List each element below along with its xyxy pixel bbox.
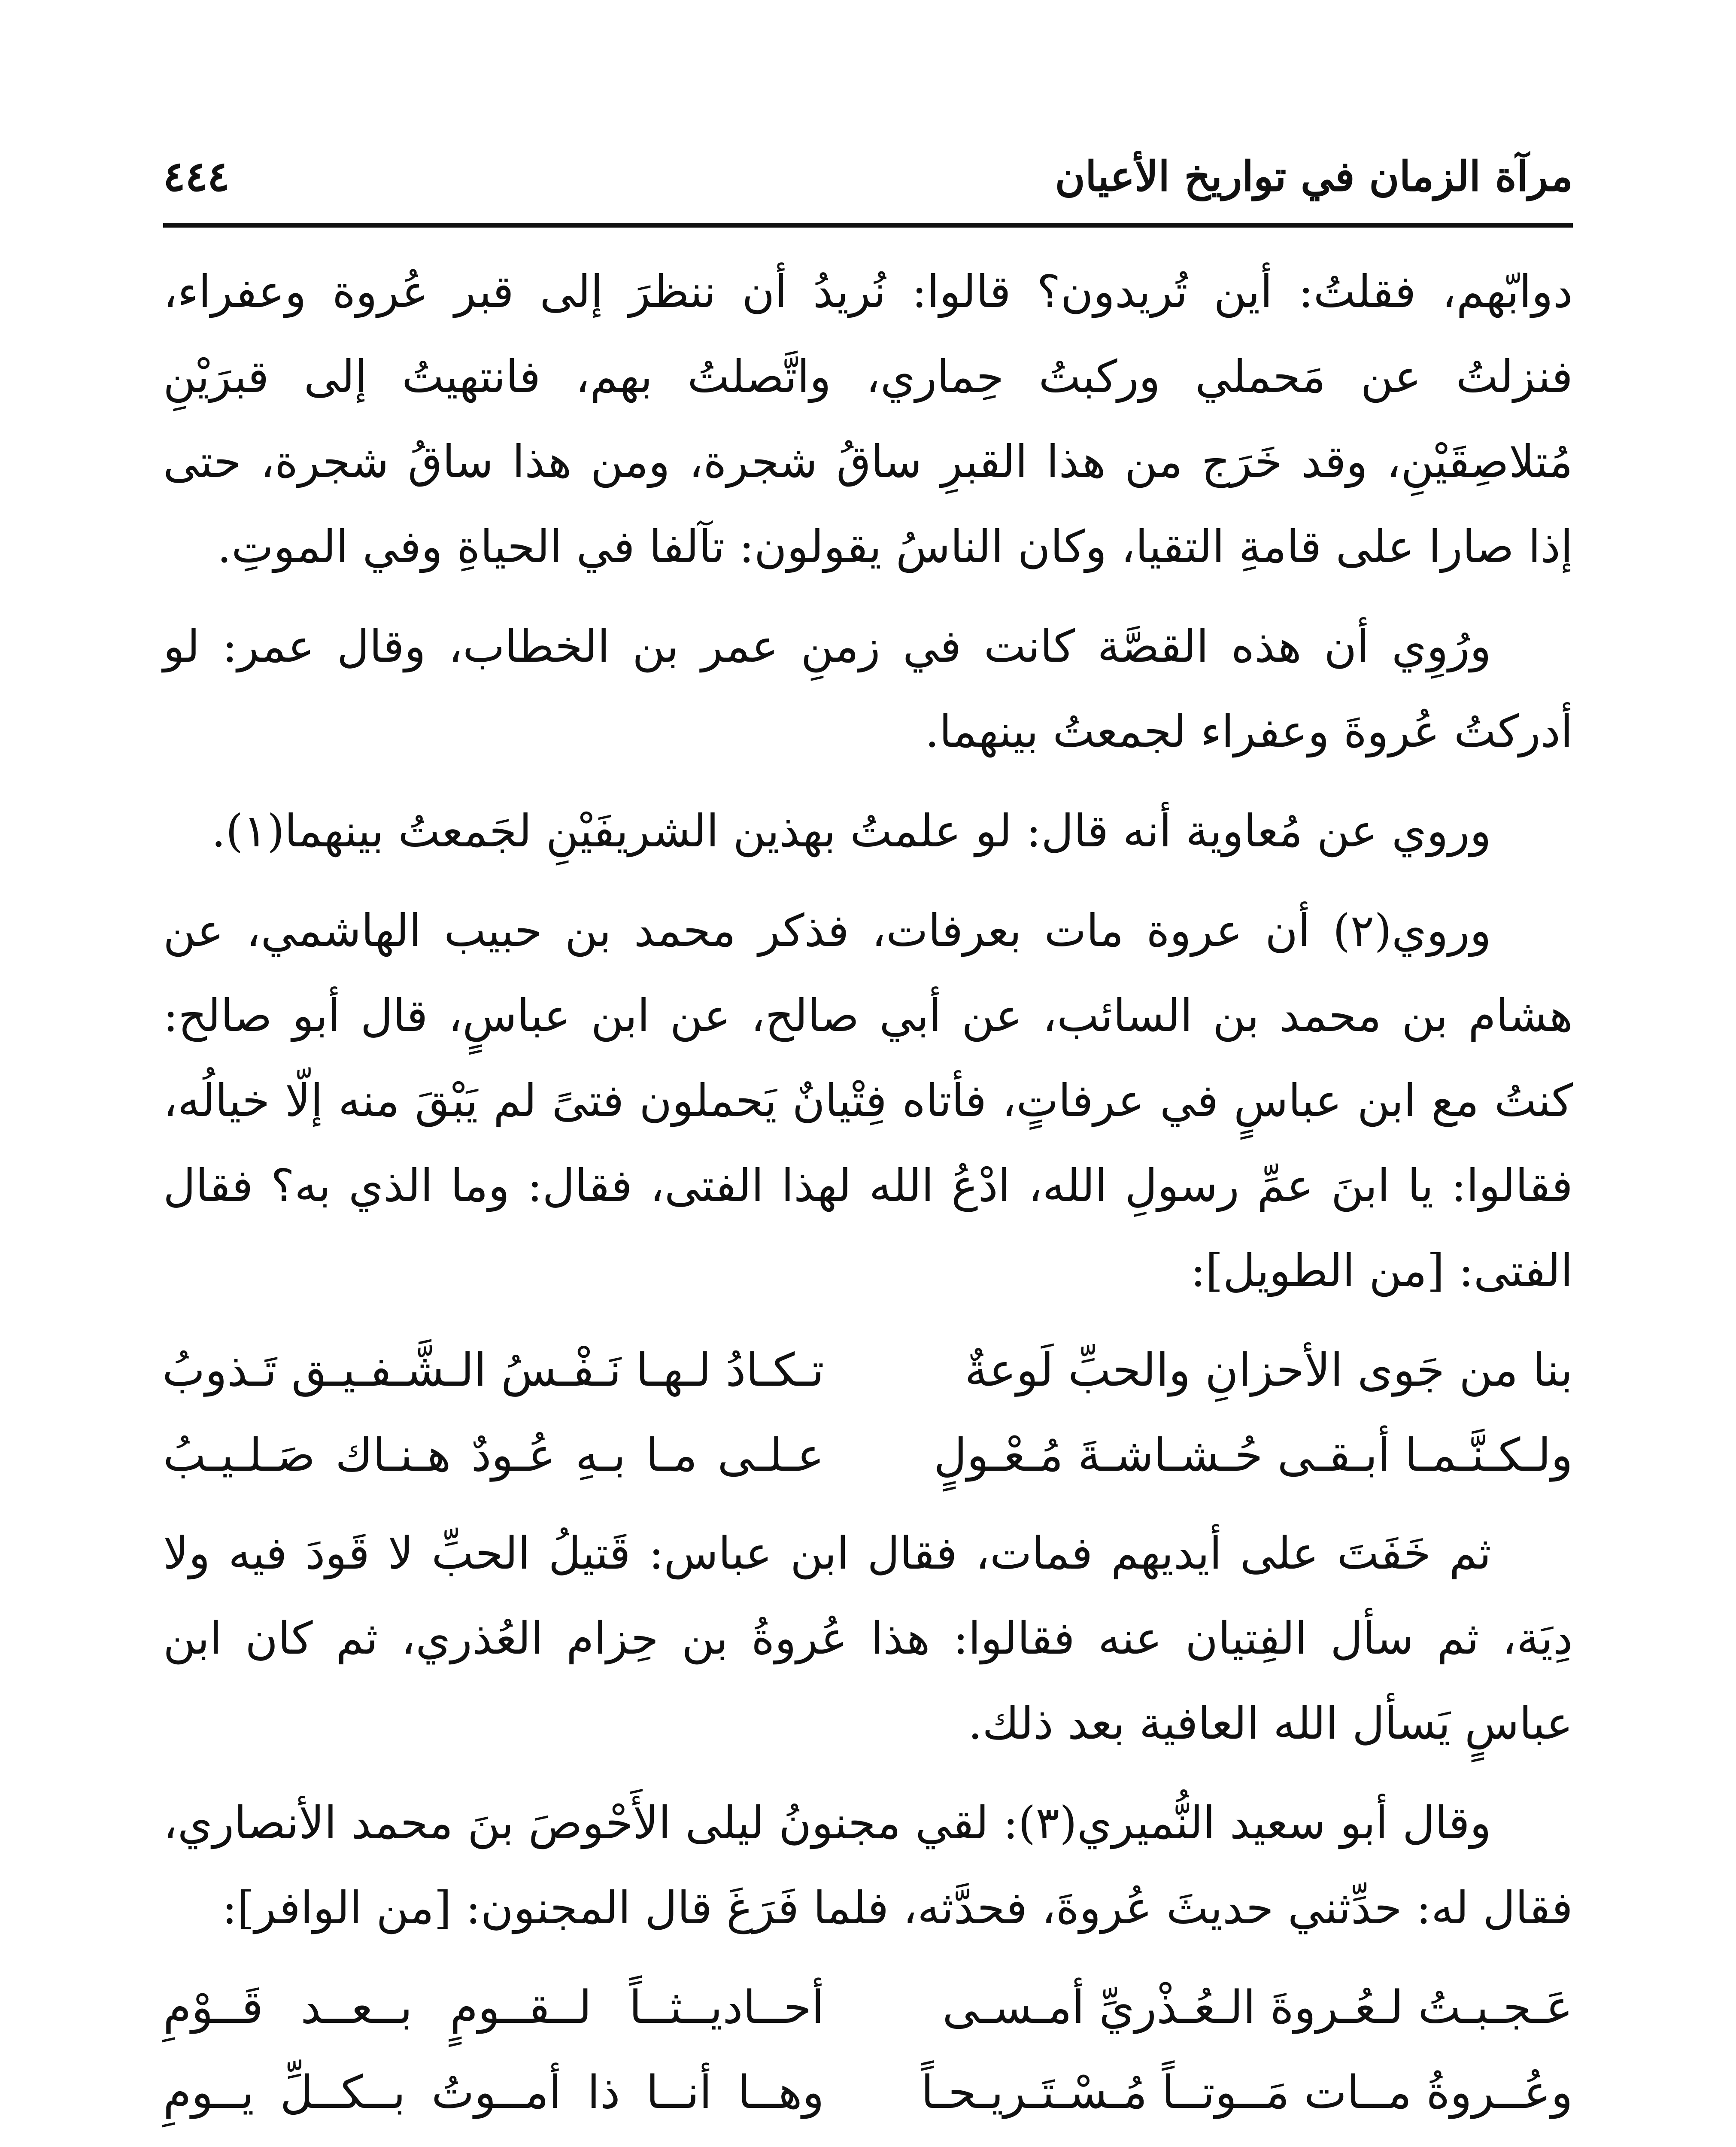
verse-second-hemistich: وهــا أنــا ذا أمــوتُ بــكــلِّ يــومِ [163, 2066, 824, 2119]
verse-first-hemistich: وعُــروةُ مــات مَــوتــاً مُـسْـتَـريـحـاً [921, 2066, 1573, 2119]
poem-verse [163, 2050, 1573, 2135]
page-number: ٤٤٤ [163, 152, 230, 201]
poem-verse [163, 1413, 1573, 1498]
paragraph: ورُوِي أن هذه القصَّة كانت في زمنِ عمر بن الخطاب، وقال عمر: لو أدركتُ عُروةَ وعفراء لجمعتُ بينهما. [163, 620, 1573, 757]
header-rule [163, 223, 1573, 228]
book-title: مرآة الزمان في تواريخ الأعيان [1055, 152, 1573, 201]
poem [163, 1965, 1573, 2135]
main-text [163, 249, 1573, 2147]
verse-first-hemistich: عَـجـبـتُ لـعُـروةَ الـعُـذْريِّ أمـسـى [942, 1981, 1573, 2034]
poem-verse [163, 1965, 1573, 2050]
poem [163, 1328, 1573, 1498]
running-header [163, 150, 1573, 202]
poem-verse [163, 1328, 1573, 1413]
paragraph: وروي(٢) أن عروة مات بعرفات، فذكر محمد بن حبيب الهاشمي، عن هشام بن محمد بن السائب، عن أبي صالح، عن ابن عباسٍ، قال أبو صالح: كنتُ مع ابن عباسٍ في عرفاتٍ، فأتاه فِتْيانٌ يَحملون فتىً لم يَبْقَ منه إلّا خيالُه، فقالوا: يا ابنَ عمِّ رسولِ الله، ادْعُ الله لهذا الفتى، فقال: وما الذي به؟ فقال الفتى: [من الطويل]: [163, 904, 1573, 1297]
verse-first-hemistich: ولـكـنَّـمـا أبـقـى حُـشـاشـةَ مُـعْـولٍ [934, 1429, 1573, 1481]
paragraph: ثم خَفَتَ على أيديهم فمات، فقال ابن عباس: قَتيلُ الحبِّ لا قَودَ فيه ولا دِيَة، ثم سأل الفِتيان عنه فقالوا: هذا عُروةُ بن حِزام العُذري، ثم كان ابن عباسٍ يَسأل الله العافية بعد ذلك. [163, 1527, 1573, 1749]
verse-second-hemistich: عـلـى مـا بـهِ عُـودٌ هـنـاك صَـلـيـبُ [163, 1429, 824, 1481]
paragraph: دوابّهم، فقلتُ: أين تُريدون؟ قالوا: نُريدُ أن ننظرَ إلى قبر عُروة وعفراء، فنزلتُ عن مَحملي وركبتُ حِماري، واتَّصلتُ بهم، فانتهيتُ إلى قبرَيْنِ مُتلاصِقَيْنِ، وقد خَرَج من هذا القبرِ ساقُ شجرة، ومن هذا ساقُ شجرة، حتى إذا صارا على قامةِ التقيا، وكان الناسُ يقولون: تآلفا في الحياةِ وفي الموتِ. [163, 265, 1573, 573]
verse-second-hemistich: أحــاديــثــاً لــقــومٍ بــعــد قَــوْمِ [163, 1981, 824, 2034]
paragraph: وروي عن مُعاوية أنه قال: لو علمتُ بهذين الشريفَيْنِ لجَمعتُ بينهما(١). [211, 805, 1491, 857]
verse-first-hemistich: بنا من جَوى الأحزانِ والحبِّ لَوعةٌ [965, 1344, 1573, 1396]
verse-second-hemistich: تـكـادُ لـهـا نَـفْـسُ الـشَّـفـيـق تَـذوبُ [162, 1344, 824, 1396]
paragraph: وقال أبو سعيد النُّميري(٣): لقي مجنونُ ليلى الأَحْوصَ بنَ محمد الأنصاري، فقال له: حدِّثني حديثَ عُروةَ، فحدَّثه، فلما فَرَغَ قال المجنون: [من الوافر]: [163, 1797, 1573, 1934]
